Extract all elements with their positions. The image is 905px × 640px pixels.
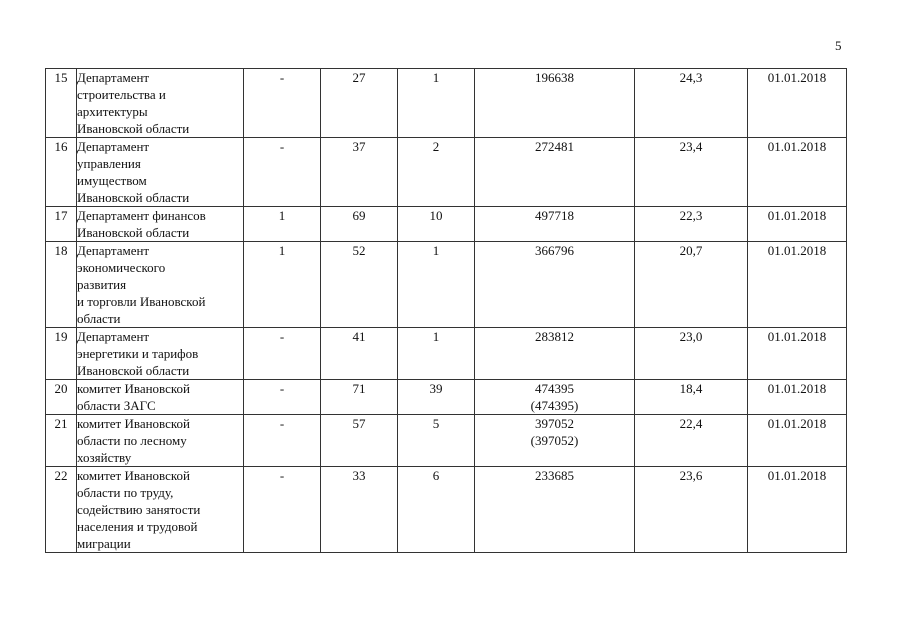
column-b-cell: 52: [321, 242, 398, 328]
column-d-cell-line: 233685: [535, 468, 574, 483]
table-row: [46, 467, 847, 553]
row-number-cell: 20: [46, 380, 77, 415]
date-cell: 01.01.2018: [748, 328, 847, 380]
page-number: 5: [835, 38, 842, 53]
column-d-cell: [475, 207, 635, 242]
column-b-cell: 27: [321, 69, 398, 138]
department-name-cell-line: Департамент: [77, 139, 150, 154]
column-d-cell: [475, 69, 635, 138]
department-name-cell-line: населения и трудовой: [77, 519, 198, 534]
date-cell: 01.01.2018: [748, 138, 847, 207]
column-d-cell-line: 397052: [535, 416, 574, 431]
department-name-cell-line: строительства и: [77, 87, 166, 102]
department-name-cell-line: Департамент: [77, 243, 150, 258]
department-name-cell-line: комитет Ивановской: [77, 381, 191, 396]
row-number-cell: 15: [46, 69, 77, 138]
date-cell: 01.01.2018: [748, 242, 847, 328]
column-c-cell: 2: [398, 138, 475, 207]
department-name-cell-line: области по лесному: [77, 433, 187, 448]
column-c-cell: 6: [398, 467, 475, 553]
department-name-cell: [77, 138, 244, 207]
column-d-cell: [475, 138, 635, 207]
table-row: [46, 69, 847, 138]
column-b-cell: 33: [321, 467, 398, 553]
column-c-cell: 39: [398, 380, 475, 415]
row-number-cell: 16: [46, 138, 77, 207]
column-c-cell: 1: [398, 242, 475, 328]
department-name-cell-line: области по труду,: [77, 485, 174, 500]
column-d-cell-line: 366796: [535, 243, 574, 258]
column-e-cell: 23,4: [635, 138, 748, 207]
department-name-cell: [77, 242, 244, 328]
date-cell: 01.01.2018: [748, 415, 847, 467]
column-a-cell: -: [244, 69, 321, 138]
row-number-cell: 19: [46, 328, 77, 380]
column-e-cell: 22,3: [635, 207, 748, 242]
table-row: [46, 138, 847, 207]
column-d-cell: [475, 242, 635, 328]
department-name-cell-line: Ивановской области: [77, 121, 190, 136]
column-d-cell-line: 474395: [535, 381, 574, 396]
department-name-cell-line: Департамент: [77, 329, 150, 344]
column-d-cell: [475, 328, 635, 380]
column-e-cell: 23,0: [635, 328, 748, 380]
department-name-cell-line: энергетики и тарифов: [77, 346, 199, 361]
data-table: [45, 68, 847, 553]
table-row: [46, 242, 847, 328]
department-name-cell-line: области ЗАГС: [77, 398, 156, 413]
column-e-cell: 24,3: [635, 69, 748, 138]
column-d-cell: [475, 415, 635, 467]
column-d-cell-line: 497718: [535, 208, 574, 223]
department-name-cell-line: имуществом: [77, 173, 147, 188]
column-a-cell: -: [244, 328, 321, 380]
column-d-cell-line: (474395): [530, 398, 579, 413]
table-row: [46, 380, 847, 415]
department-name-cell-line: архитектуры: [77, 104, 148, 119]
column-d-cell-line: 196638: [535, 70, 574, 85]
column-d-cell: [475, 380, 635, 415]
table-body: [46, 69, 847, 553]
department-name-cell: [77, 380, 244, 415]
column-e-cell: 22,4: [635, 415, 748, 467]
column-a-cell: 1: [244, 242, 321, 328]
column-a-cell: 1: [244, 207, 321, 242]
column-b-cell: 71: [321, 380, 398, 415]
column-e-cell: 23,6: [635, 467, 748, 553]
column-c-cell: 10: [398, 207, 475, 242]
department-name-cell: [77, 328, 244, 380]
department-name-cell-line: управления: [77, 156, 141, 171]
column-d-cell-line: (397052): [530, 433, 579, 448]
department-name-cell-line: Ивановской области: [77, 363, 190, 378]
row-number-cell: 22: [46, 467, 77, 553]
column-a-cell: -: [244, 467, 321, 553]
date-cell: 01.01.2018: [748, 69, 847, 138]
department-name-cell-line: области: [77, 311, 121, 326]
column-a-cell: -: [244, 380, 321, 415]
row-number-cell: 21: [46, 415, 77, 467]
department-name-cell-line: комитет Ивановской: [77, 416, 191, 431]
department-name-cell-line: содействию занятости: [77, 502, 201, 517]
date-cell: 01.01.2018: [748, 380, 847, 415]
table-row: [46, 207, 847, 242]
department-name-cell-line: развития: [77, 277, 127, 292]
column-b-cell: 57: [321, 415, 398, 467]
column-c-cell: 5: [398, 415, 475, 467]
column-d-cell: [475, 467, 635, 553]
department-name-cell-line: хозяйству: [77, 450, 132, 465]
column-c-cell: 1: [398, 328, 475, 380]
row-number-cell: 18: [46, 242, 77, 328]
date-cell: 01.01.2018: [748, 207, 847, 242]
column-d-cell-line: 283812: [535, 329, 574, 344]
column-a-cell: -: [244, 138, 321, 207]
date-cell: 01.01.2018: [748, 467, 847, 553]
column-b-cell: 69: [321, 207, 398, 242]
department-name-cell-line: комитет Ивановской: [77, 468, 191, 483]
department-name-cell: [77, 207, 244, 242]
column-c-cell: 1: [398, 69, 475, 138]
table-row: [46, 328, 847, 380]
row-number-cell: 17: [46, 207, 77, 242]
department-name-cell-line: Ивановской области: [77, 225, 190, 240]
department-name-cell: [77, 467, 244, 553]
department-name-cell-line: миграции: [77, 536, 131, 551]
column-b-cell: 37: [321, 138, 398, 207]
department-name-cell-line: и торговли Ивановской: [77, 294, 206, 309]
column-e-cell: 18,4: [635, 380, 748, 415]
department-name-cell: [77, 69, 244, 138]
department-name-cell-line: экономического: [77, 260, 166, 275]
column-b-cell: 41: [321, 328, 398, 380]
column-d-cell-line: 272481: [535, 139, 574, 154]
department-name-cell: [77, 415, 244, 467]
department-name-cell-line: Ивановской области: [77, 190, 190, 205]
column-e-cell: 20,7: [635, 242, 748, 328]
department-name-cell-line: Департамент финансов: [77, 208, 206, 223]
department-name-cell-line: Департамент: [77, 70, 150, 85]
table-row: [46, 415, 847, 467]
column-a-cell: -: [244, 415, 321, 467]
